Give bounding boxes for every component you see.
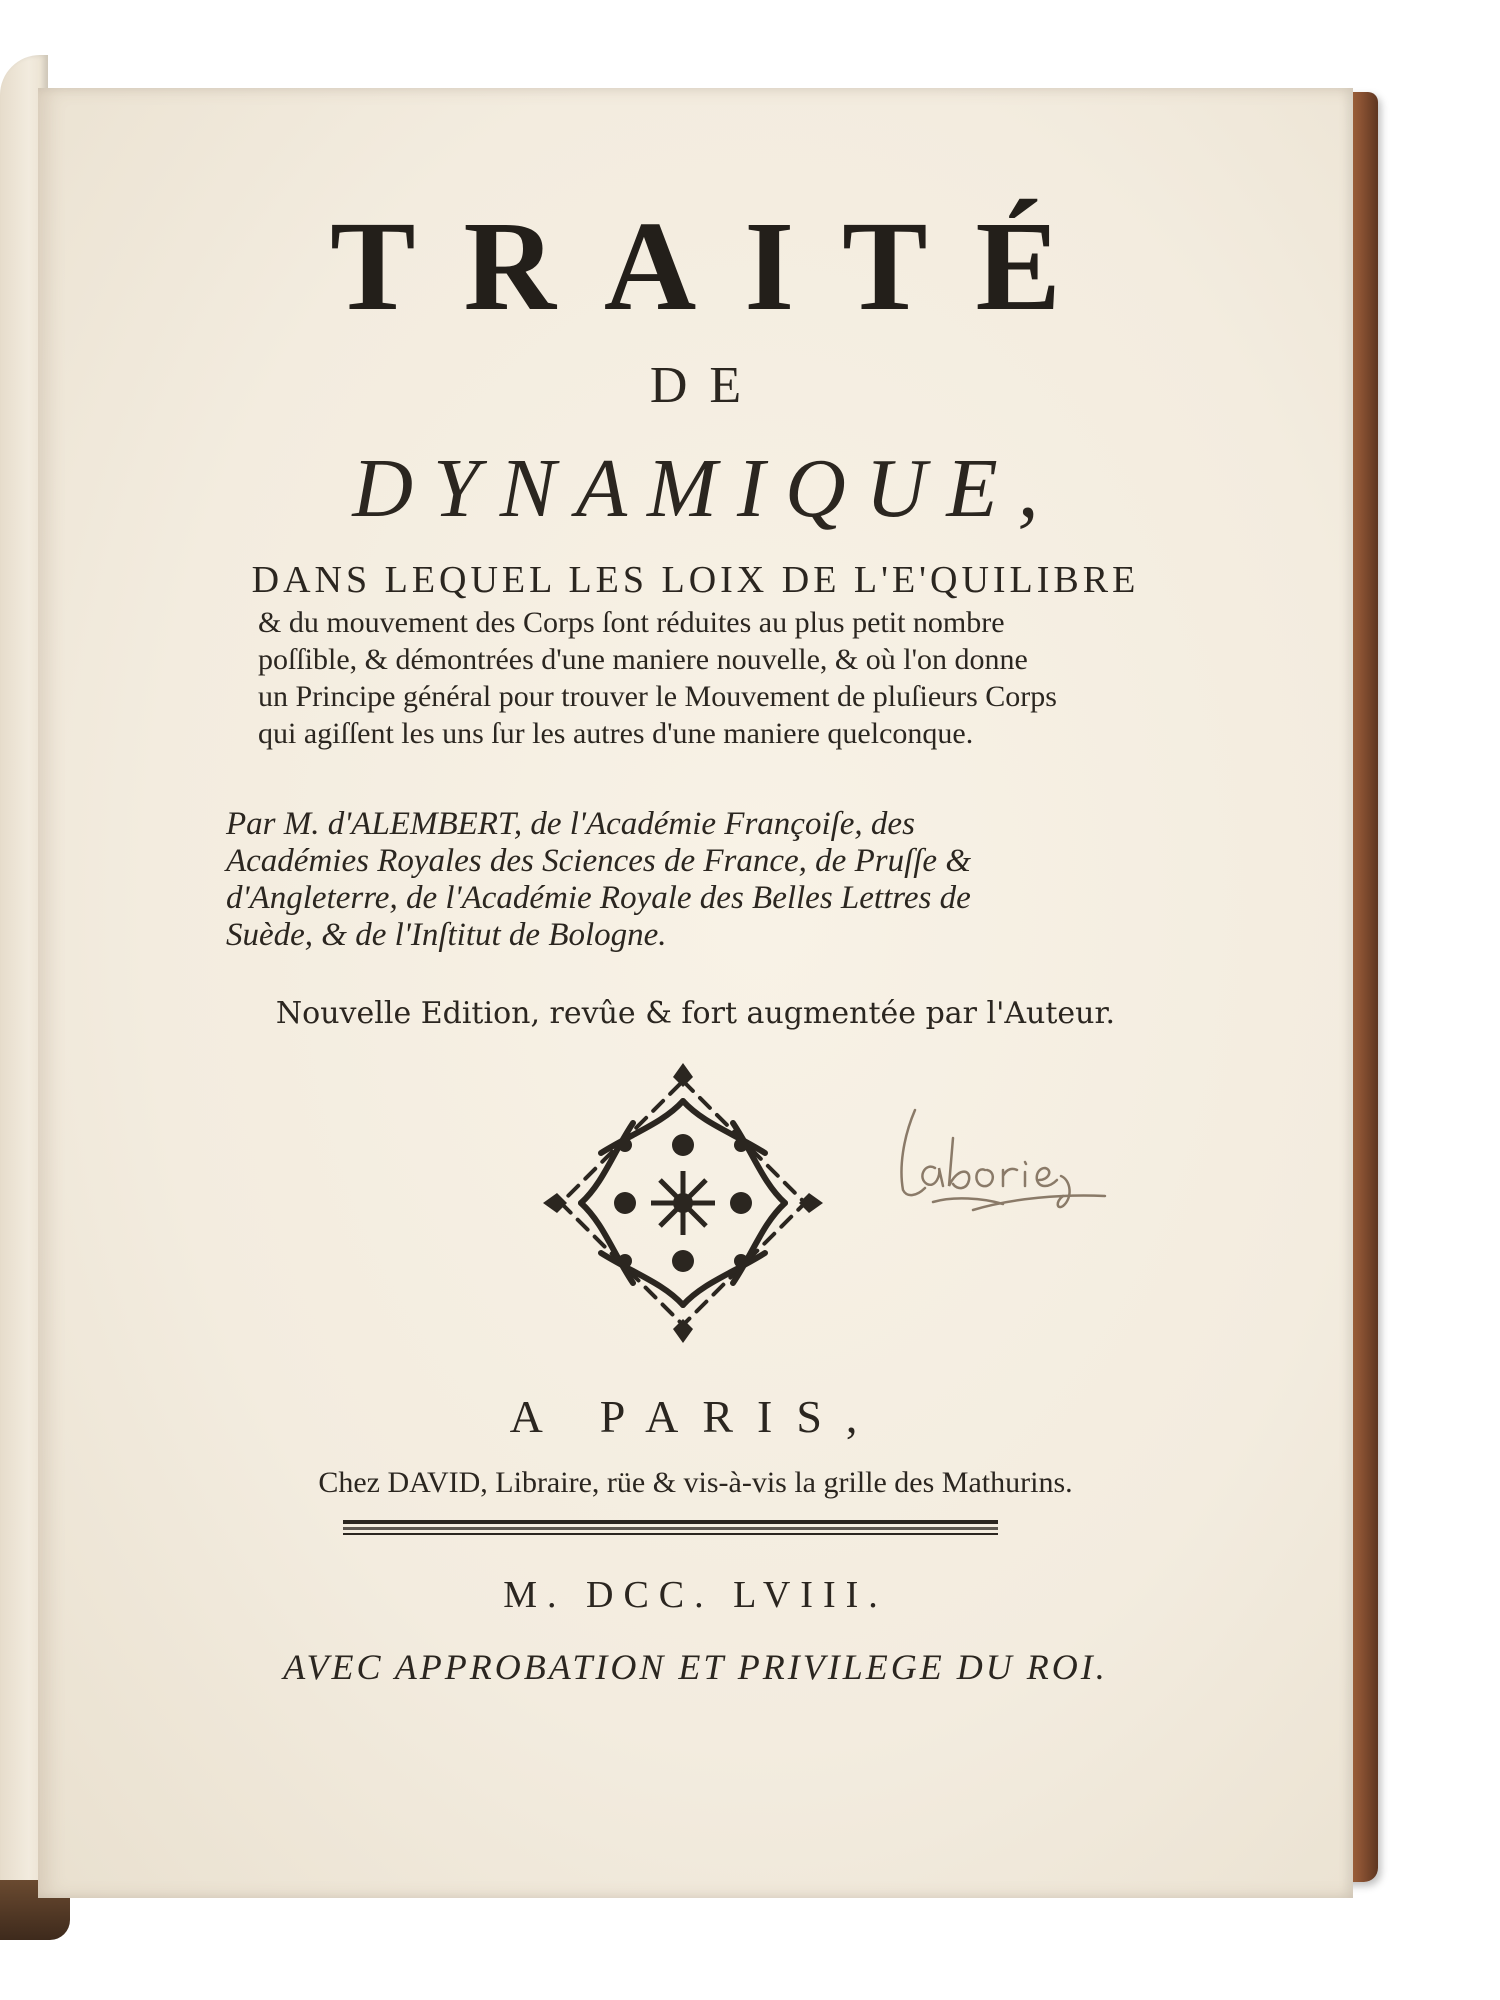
subtitle-line: qui agiſſent les uns ſur les autres d'une maniere quelconque. — [258, 717, 974, 750]
subtitle-line: poſſible, & démontrées d'une maniere nouvelle, & où l'on donne — [258, 643, 1028, 676]
edition-statement: Nouvelle Edition, revûe & fort augmentée par l'Auteur. — [275, 996, 1116, 1031]
subtitle-line: un Principe général pour trouver le Mouvement de pluſieurs Corps — [258, 680, 1057, 713]
author-line: Suède, & de l'Inſtitut de Bologne. — [226, 917, 667, 953]
handwritten-signature — [873, 1098, 1113, 1218]
imprint-year: M. DCC. LVIII. — [503, 1574, 888, 1616]
imprint-publisher: Chez DAVID, Libraire, rüe & vis-à-vis la grille des Mathurins. — [318, 1466, 1073, 1499]
title-subject: DYNAMIQUE, — [352, 442, 1059, 535]
author-statement — [226, 806, 1196, 954]
author-line: Académies Royales des Sciences de France, de Pruſſe & — [226, 843, 971, 879]
printers-ornament-icon — [533, 1053, 833, 1353]
title-page — [38, 88, 1353, 1898]
imprint-rule — [343, 1520, 998, 1524]
author-line: Par M. d'ALEMBERT, de l'Académie Françoiſe, des — [226, 806, 915, 842]
imprint-rule — [343, 1527, 998, 1530]
imprint-rule — [343, 1533, 998, 1535]
title-main: TRAITÉ — [330, 195, 1109, 337]
subtitle-line: & du mouvement des Corps ſont réduites au plus petit nombre — [258, 606, 1005, 639]
title-de: DE — [649, 357, 764, 414]
subtitle-caps: DANS LEQUEL LES LOIX DE L'E'QUILIBRE — [251, 559, 1140, 601]
royal-privilege: AVEC APPROBATION ET PRIVILEGE DU ROI. — [283, 1647, 1108, 1687]
imprint-place: A PARIS, — [509, 1391, 882, 1442]
author-line: d'Angleterre, de l'Académie Royale des Belles Lettres de — [226, 880, 971, 916]
subtitle-body — [258, 604, 1188, 752]
